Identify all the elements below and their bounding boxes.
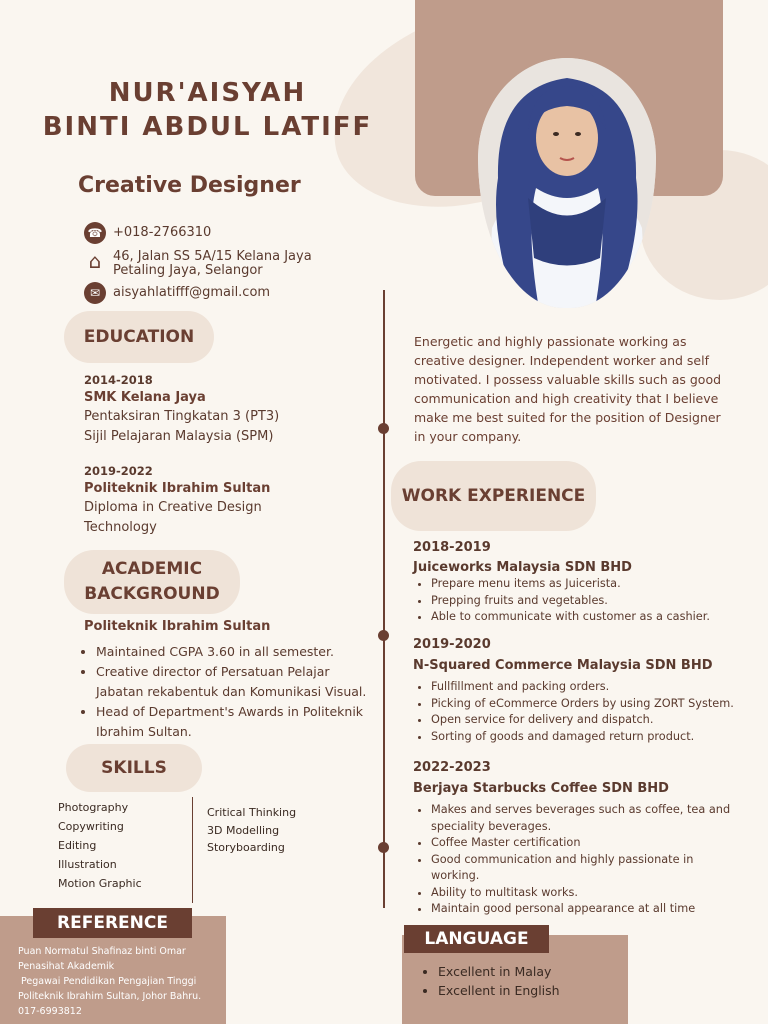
list-item: • Creative director of Persatuan Pelajar Jabatan rekabentuk dan Komunikasi Visual. [96,662,368,702]
profile-photo [478,58,656,308]
name-line-1: NUR'AISYAH [108,78,307,108]
list-item: • Fullfillment and packing orders. [431,679,743,696]
profile-summary: Energetic and highly passionate working as creative designer. Independent worker and self motivated. I possess valuable skills such as good communication and high creativity that I believe make me best suited for the position of Designer in your company. [414,334,722,444]
job-entry [413,637,743,745]
job-duties [413,576,733,626]
academic-list [78,642,368,742]
reference-line: 017-6993812 [18,1006,82,1017]
list-item: • Picking of eCommerce Orders by using ZORT System. [431,696,743,713]
contact-phone [84,222,211,244]
list-item: • Prepare menu items as Juicerista. [431,576,733,593]
reference-line: Pegawai Pendidikan Pengajian Tinggi [18,976,197,987]
skill-item: Editing [58,839,97,852]
job-years: 2022-2023 [413,760,491,775]
contact-address [84,250,312,278]
timeline-dot [378,630,389,641]
job-duties [413,679,743,745]
job-title: Creative Designer [78,173,301,198]
list-item: • Maintain good personal appearance at all time [431,901,743,918]
skills-heading: SKILLS [66,744,202,792]
job-duties [413,802,743,918]
education-school: SMK Kelana Jaya [84,390,206,405]
address-line-1: 46, Jalan SS 5A/15 Kelana Jaya [113,249,312,264]
skill-item: 3D Modelling [207,823,280,837]
job-company: Berjaya Starbucks Coffee SDN BHD [413,781,669,796]
skill-item: Storyboarding [207,841,285,854]
list-item: • Open service for delivery and dispatch. [431,712,743,729]
list-item: • Coffee Master certification [431,835,743,852]
education-school: Politeknik Ibrahim Sultan [84,481,271,496]
education-detail: Technology [84,520,157,535]
timeline-dot [378,842,389,853]
education-detail: Pentaksiran Tingkatan 3 (PT3) [84,409,280,424]
house-icon: ⌂ [88,249,102,273]
education-heading: EDUCATION [64,311,214,363]
list-item: • Prepping fruits and vegetables. [431,593,733,610]
full-name [30,76,385,144]
list-item: • Maintained CGPA 3.60 in all semester. [96,642,368,662]
phone-icon: ☎ [84,222,106,244]
skill-item: Critical Thinking [207,806,297,819]
reference-heading: REFERENCE [33,908,192,938]
academic-school: Politeknik Ibrahim Sultan [84,619,271,634]
academic-heading-line-2: BACKGROUND [84,584,220,604]
contact-email [84,282,270,304]
academic-heading [64,550,240,614]
list-item: • Excellent in English [438,981,560,1000]
education-entry [84,464,374,538]
email-text: aisyahlatifff@gmail.com [113,285,271,300]
reference-details [18,944,223,1019]
education-entry [84,373,374,447]
address-text [113,250,312,278]
job-entry [413,540,733,626]
work-heading: WORK EXPERIENCE [391,461,596,531]
name-line-2: BINTI ABDUL LATIFF [42,112,373,142]
list-item: • Sorting of goods and damaged return product. [431,729,743,746]
mail-icon: ✉ [84,282,106,304]
list-item: • Excellent in Malay [438,962,560,981]
job-company: Juiceworks Malaysia SDN BHD [413,560,632,575]
timeline-dot [378,423,389,434]
skills-divider [192,797,193,903]
academic-heading-line-1: ACADEMIC [101,559,203,579]
skill-item: Illustration [58,858,117,871]
education-detail: Diploma in Creative Design [84,500,262,515]
job-years: 2018-2019 [413,540,491,555]
timeline-line [383,290,385,908]
education-years: 2014-2018 [84,373,153,387]
education-detail: Sijil Pelajaran Malaysia (SPM) [84,429,274,444]
skill-item: Copywriting [58,820,124,833]
skills-column-1 [58,798,142,893]
reference-line: Penasihat Akademik [18,961,115,972]
skills-column-2 [207,804,296,857]
list-item: • Able to communicate with customer as a cashier. [431,609,733,626]
phone-text: +018-2766310 [113,225,212,240]
skill-item: Photography [58,801,129,814]
reference-line: Politeknik Ibrahim Sultan, Johor Bahru. [18,991,202,1002]
job-company: N-Squared Commerce Malaysia SDN BHD [413,658,713,673]
language-list [420,962,560,1000]
reference-line: Puan Normatul Shafinaz binti Omar [18,946,186,957]
address-line-2: Petaling Jaya, Selangor [113,263,263,278]
list-item: • Head of Department's Awards in Politeknik Ibrahim Sultan. [96,702,368,742]
list-item: • Ability to multitask works. [431,885,743,902]
job-entry [413,760,743,918]
skill-item: Motion Graphic [58,877,142,890]
education-years: 2019-2022 [84,464,153,478]
job-years: 2019-2020 [413,637,491,652]
language-heading: LANGUAGE [404,925,549,953]
list-item: • Makes and serves beverages such as coffee, tea and speciality beverages. [431,802,743,835]
list-item: • Good communication and highly passionate in working. [431,852,743,885]
